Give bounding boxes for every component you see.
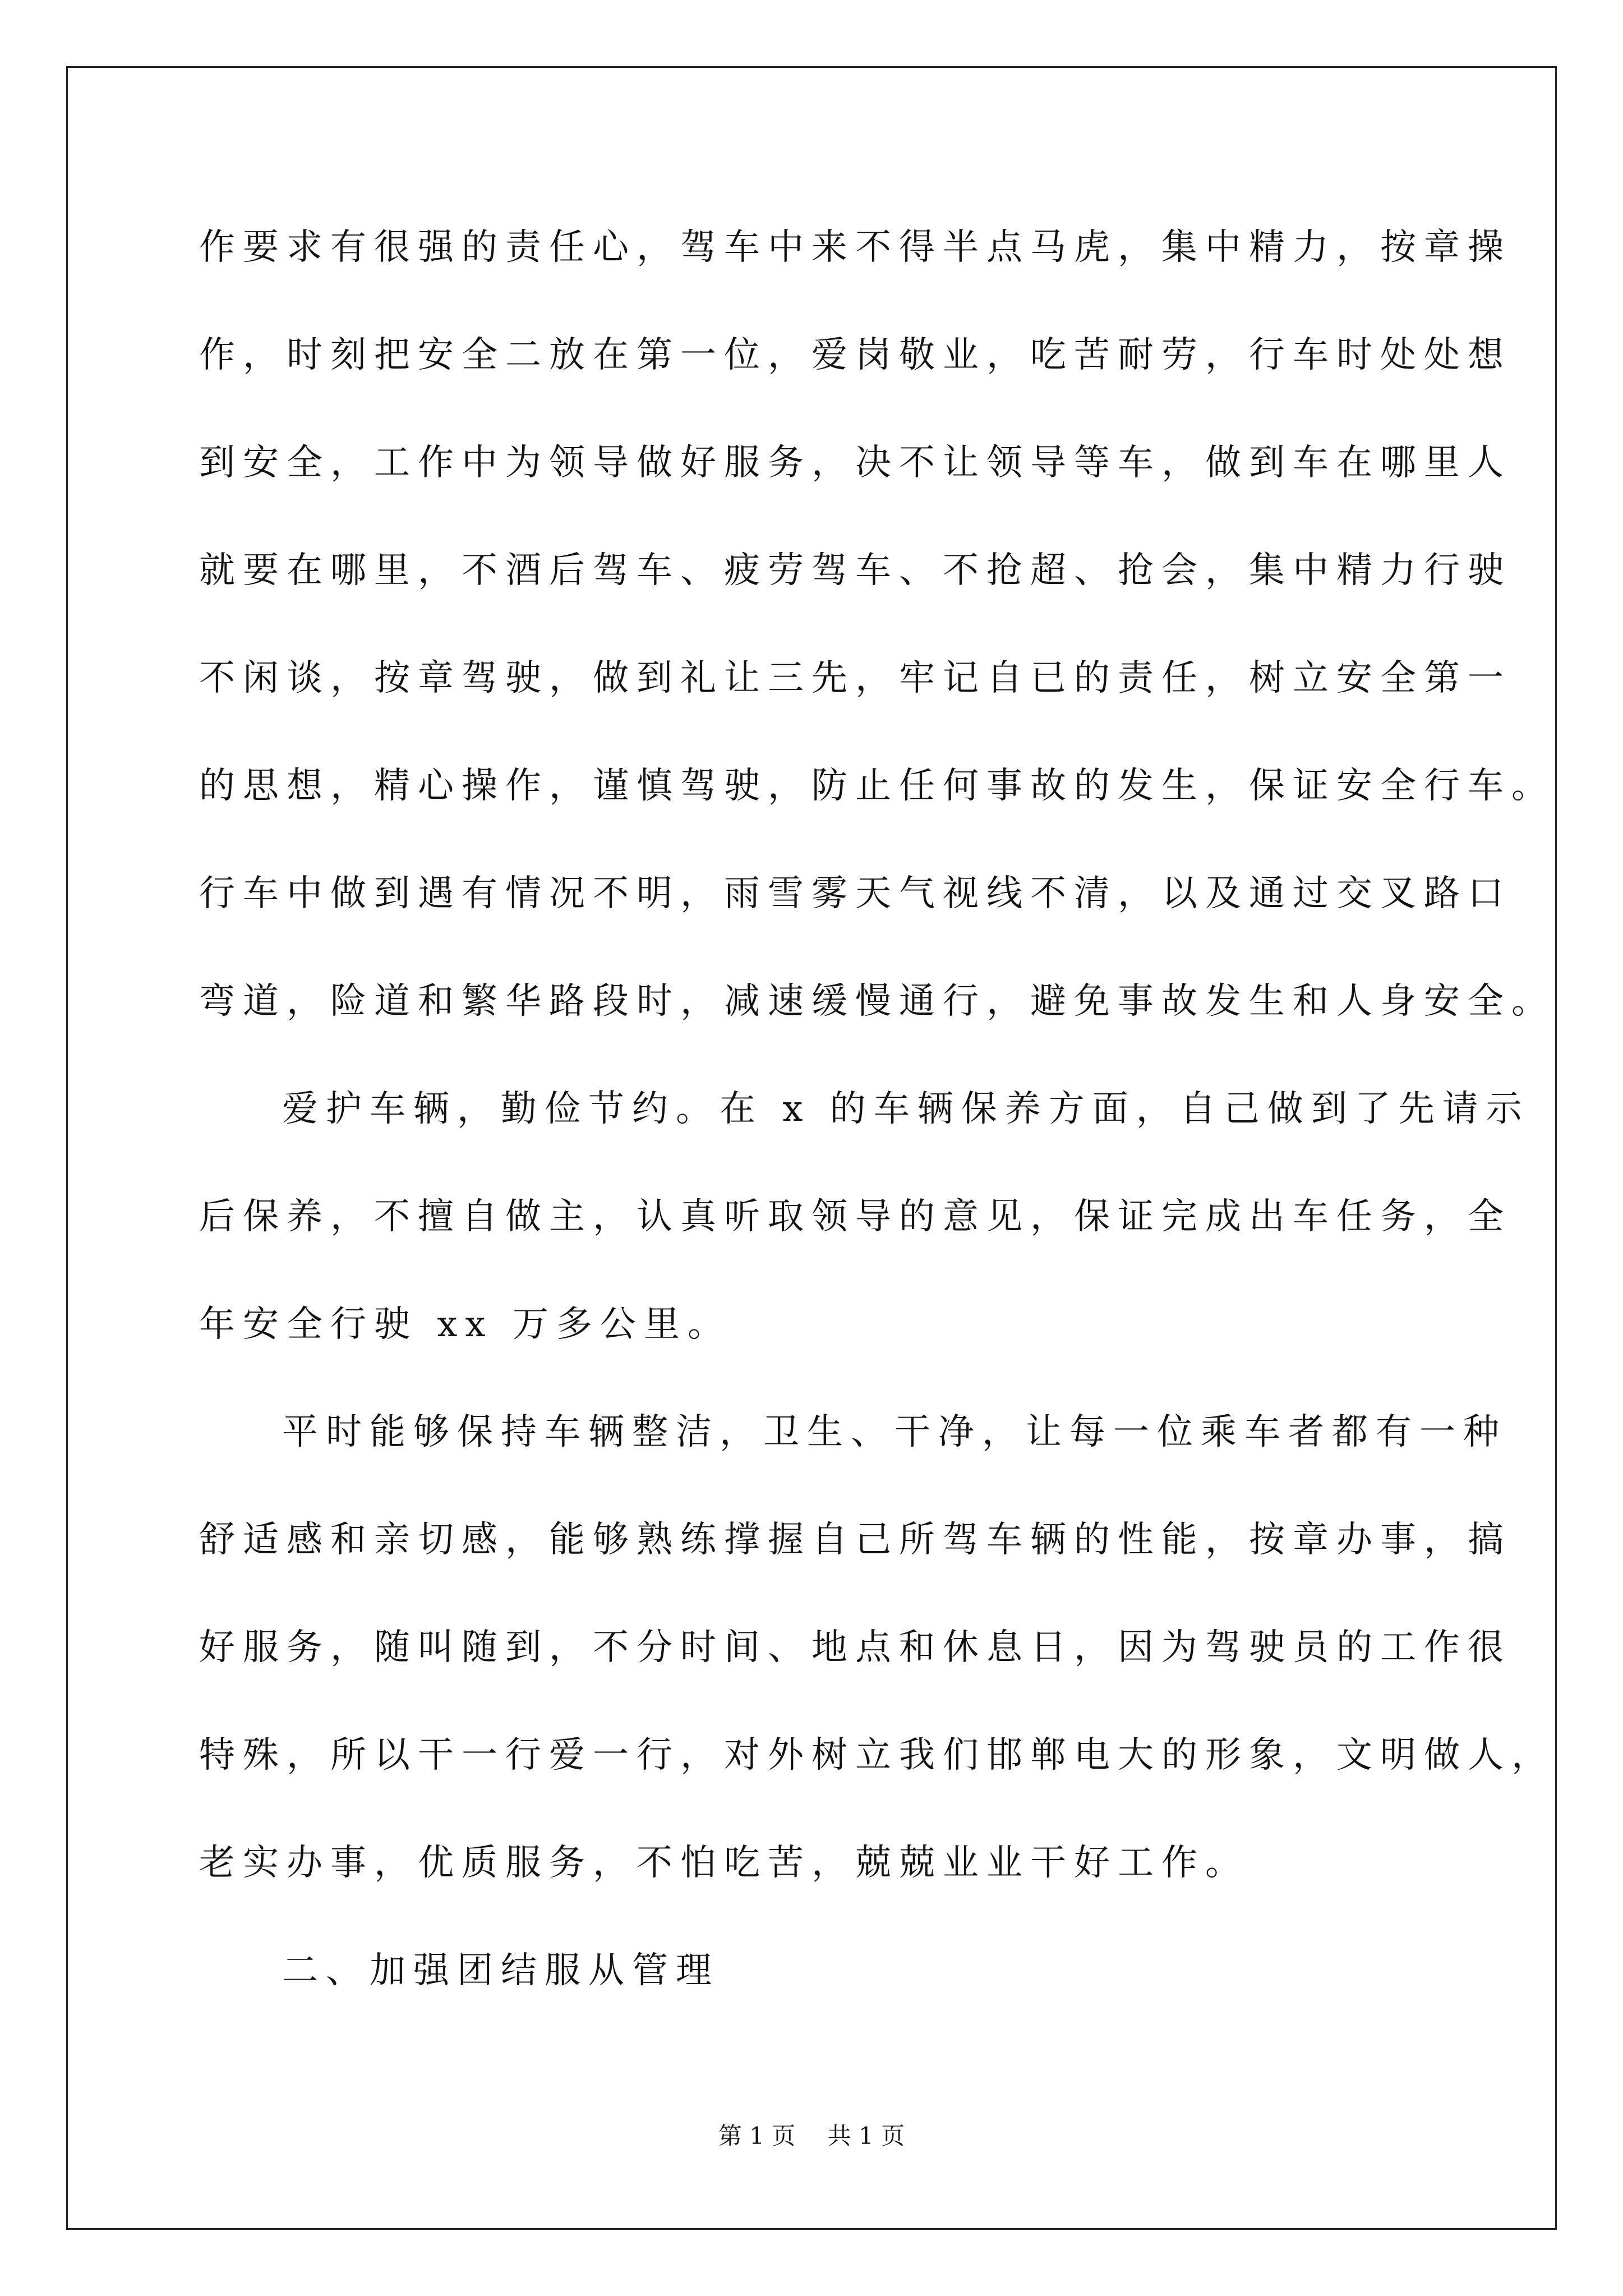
section-heading: 二、加强团结服从管理: [282, 1950, 720, 1991]
paragraph-start-line: 爱护车辆，勤俭节约。在 x 的车辆保养方面，自己做到了先请示: [282, 1088, 1530, 1130]
text-line: 行车中做到遇有情况不明，雨雪雾天气视线不清，以及通过交叉路口: [199, 873, 1511, 914]
text-line: 年安全行驶 xx 万多公里。: [199, 1304, 731, 1345]
text-line: 作，时刻把安全二放在第一位，爱岗敬业，吃苦耐劳，行车时处处想: [199, 334, 1511, 376]
text-line: 不闲谈，按章驾驶，做到礼让三先，牢记自已的责任，树立安全第一: [199, 657, 1511, 699]
text-line: 就要在哪里，不酒后驾车、疲劳驾车、不抢超、抢会，集中精力行驶: [199, 550, 1511, 591]
paragraph-start-line: 平时能够保持车辆整洁，卫生、干净，让每一位乘车者都有一种: [282, 1411, 1507, 1453]
text-line: 弯道，险道和繁华路段时，减速缓慢通行，避免事故发生和人身安全。: [199, 981, 1555, 1022]
text-line: 作要求有很强的责任心，驾车中来不得半点马虎，集中精力，按章操: [199, 227, 1511, 268]
text-line: 特殊，所以干一行爱一行，对外树立我们邯郸电大的形象，文明做人，: [199, 1734, 1555, 1776]
page-number-current: 第 1 页: [718, 2122, 796, 2150]
text-line: 舒适感和亲切感，能够熟练撑握自己所驾车辆的性能，按章办事，搞: [199, 1519, 1511, 1561]
page-footer: [0, 2124, 1623, 2148]
text-line: 后保养，不擅自做主，认真听取领导的意见，保证完成出车任务，全: [199, 1196, 1511, 1237]
text-line: 好服务，随叫随到，不分时间、地点和休息日，因为驾驶员的工作很: [199, 1627, 1511, 1668]
text-line: 到安全，工作中为领导做好服务，决不让领导等车，做到车在哪里人: [199, 442, 1511, 484]
text-line: 老实办事，优质服务，不怕吃苦，兢兢业业干好工作。: [199, 1842, 1249, 1884]
text-line: 的思想，精心操作，谨慎驾驶，防止任何事故的发生，保证安全行车。: [199, 765, 1555, 807]
page-border: [66, 66, 1557, 2230]
page-number-total: 共 1 页: [827, 2122, 905, 2150]
